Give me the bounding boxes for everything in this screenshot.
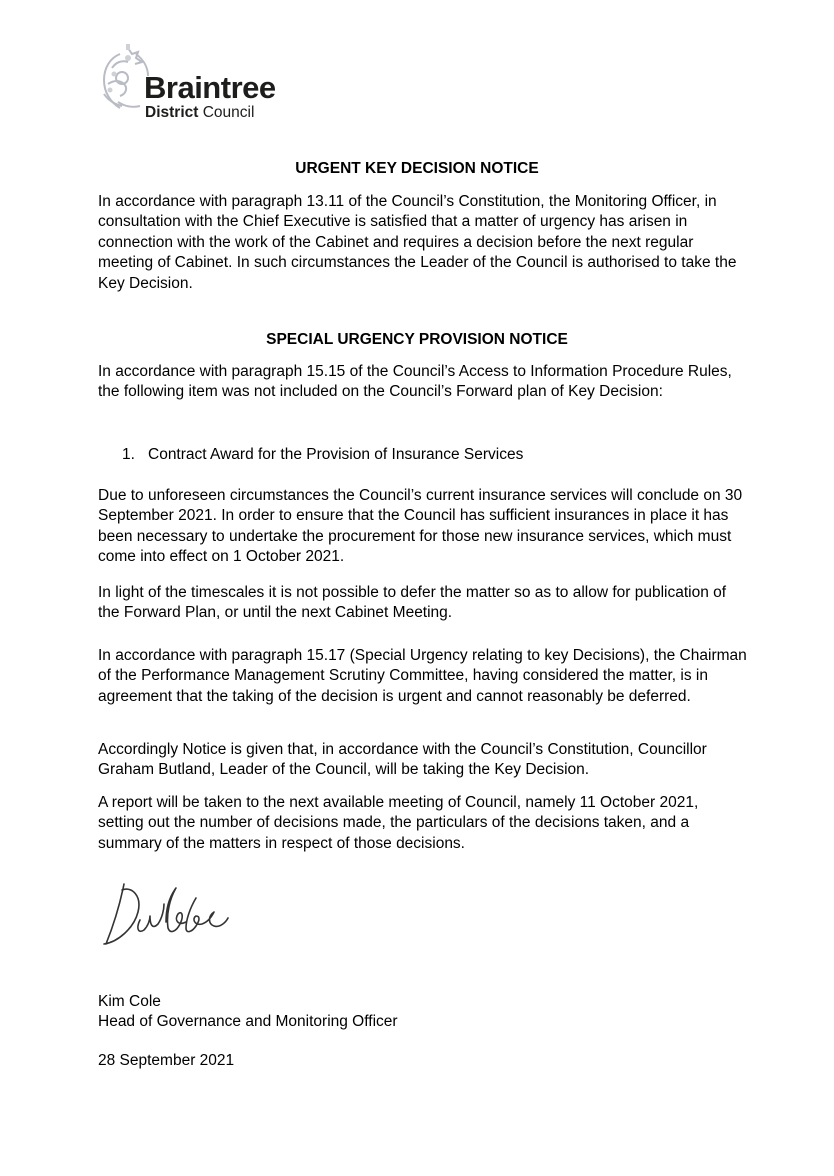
logo-braintree: Braintree xyxy=(144,70,276,105)
list-item xyxy=(122,446,523,464)
paragraph-notice: Accordingly Notice is given that, in accordance with the Council’s Constitution, Councillor Graham Butland, Leader of the Council, will be taking the Key Decision. xyxy=(98,741,707,779)
paragraph-timescales: In light of the timescales it is not possible to defer the matter so as to allow for publication of the Forward Plan, or until the next Cabinet Meeting. xyxy=(98,584,727,622)
notice-date: 28 September 2021 xyxy=(98,1052,235,1069)
paragraph-circumstances: Due to unforeseen circumstances the Council’s current insurance services will conclude on 30 September 2021. In order to ensure that the Council has sufficient insurances in place it has been necessary to undertake the procurement for those new insurance services, which must come into effect on 1 October 2021. xyxy=(98,487,743,566)
special-intro: In accordance with paragraph 15.15 of the Council’s Access to Information Procedure Rules, the following item was not included on the Council’s Forward plan of Key Decision: xyxy=(98,363,732,401)
logo-district-council xyxy=(145,105,254,121)
signature xyxy=(96,876,246,966)
urgent-body: In accordance with paragraph 13.11 of the Council’s Constitution, the Monitoring Officer, in consultation with the Chief Executive is satisfied that a matter of urgency has arisen in connection with the work of the Cabinet and requires a decision before the next regular meeting of Cabinet. In such circumstances the Leader of the Council is authorised to take the Key Decision. xyxy=(98,193,737,292)
logo-district: District xyxy=(145,104,199,121)
list-item-number: 1. xyxy=(122,446,135,463)
special-heading: SPECIAL URGENCY PROVISION NOTICE xyxy=(266,331,568,348)
signatory-title: Head of Governance and Monitoring Officer xyxy=(98,1013,398,1030)
council-logo xyxy=(98,44,298,124)
signatory-name: Kim Cole xyxy=(98,993,161,1010)
urgent-heading: URGENT KEY DECISION NOTICE xyxy=(295,160,539,177)
logo-council: Council xyxy=(202,104,255,121)
paragraph-report: A report will be taken to the next available meeting of Council, namely 11 October 2021, setting out the number of decisions made, the particulars of the decisions taken, and a summary of the matters in respect of those decisions. xyxy=(98,794,699,852)
paragraph-special-urgency: In accordance with paragraph 15.17 (Special Urgency relating to key Decisions), the Chairman of the Performance Management Scrutiny Committee, having considered the matter, is in agreement that the taking of the decision is urgent and cannot reasonably be deferred. xyxy=(98,647,747,705)
list-item-text: Contract Award for the Provision of Insurance Services xyxy=(148,446,524,463)
